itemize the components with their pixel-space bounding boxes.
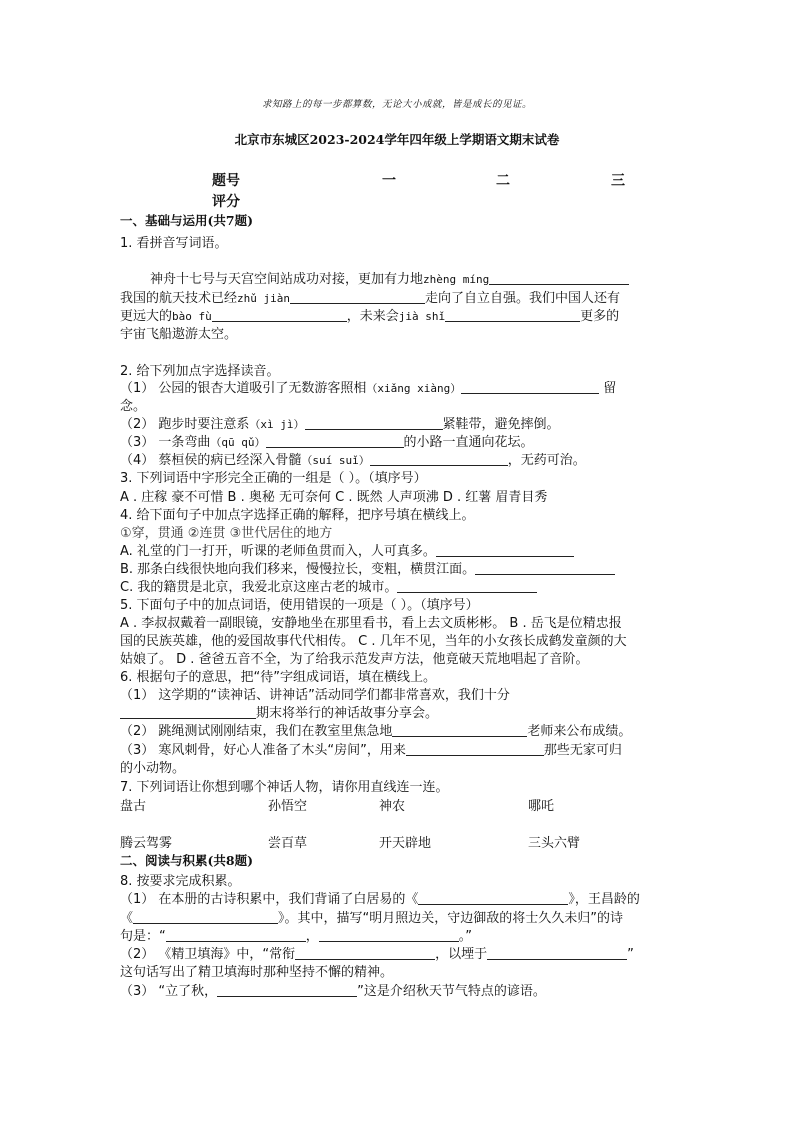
q7-bottom-item-4[interactable]: 三头六臂 <box>528 836 581 851</box>
q4-item-b: B. 那条白线很快地向我们移来，慢慢拉长，变粗，横贯江面。 <box>120 558 615 577</box>
q2-item-1-cont: 念。 <box>120 399 147 414</box>
q8-item-3: （3） “立了秋， ”这是介绍秋天节气特点的谚语。 <box>120 984 546 999</box>
section-1-heading: 一、基础与运用(共7题) <box>120 213 254 228</box>
q2-item-2: （2） 跑步时要注意系（xì jì） 紧鞋带，避免摔倒。 <box>120 417 560 432</box>
answer-blank[interactable] <box>436 542 574 557</box>
q2-item-4: （4） 蔡桓侯的病已经深入骨髓（suí suǐ） ，无药可治。 <box>120 453 586 468</box>
q7-top-item-1[interactable]: 盘古 <box>120 799 147 814</box>
q4-choices: ①穿，贯通 ②连贯 ③世代居住的地方 <box>120 526 333 541</box>
q8-item-1-cont: 《 》。其中，描写“明月照边关，守边御敌的将士久久未归”的诗 <box>120 911 623 926</box>
answer-blank[interactable] <box>418 890 568 905</box>
q1-line-1: 神舟十七号与天宫空间站成功对接，更加有力地zhèng míng <box>150 268 629 287</box>
q4-item-c: C. 我的籍贯是北京，我爱北京这座古老的城市。 <box>120 576 537 595</box>
q5-stem: 5. 下面句子中的加点词语，使用错误的一项是（ ）。（填序号） <box>120 598 479 613</box>
q3-stem: 3. 下列词语中字形完全正确的一组是（ ）。（填序号） <box>120 471 427 486</box>
score-table-col-1: 一 <box>382 173 396 189</box>
section-2-heading: 二、阅读与积累(共8题) <box>120 853 254 868</box>
q6-item-1-cont: 期末将举行的神话故事分享会。 <box>120 702 438 721</box>
q8-item-2-cont: 这句话写出了精卫填海时那种坚持不懈的精神。 <box>120 965 394 980</box>
answer-blank[interactable] <box>120 704 256 719</box>
q1-stem: 1. 看拼音写词语。 <box>120 236 228 251</box>
answer-blank[interactable] <box>266 433 404 448</box>
score-table-col-3: 三 <box>611 173 625 189</box>
q1-line-4: 宇宙飞船遨游太空。 <box>120 327 238 342</box>
answer-blank[interactable] <box>392 722 527 737</box>
q4-stem: 4. 给下面句子中加点字选择正确的解释，把序号填在横线上。 <box>120 508 475 523</box>
q1-line-3: 更远大的bào fù ，未来会jià shǐ 更多的 <box>120 309 620 324</box>
answer-blank[interactable] <box>475 560 615 575</box>
q8-stem: 8. 按要求完成积累。 <box>120 874 241 889</box>
answer-blank[interactable] <box>487 945 627 960</box>
answer-blank[interactable] <box>406 741 544 756</box>
answer-blank[interactable] <box>217 982 357 997</box>
q2-item-1: （1） 公园的银杏大道吸引了无数游客照相（xiǎng xiàng） 留 <box>120 381 617 396</box>
answer-blank[interactable] <box>133 909 278 924</box>
q4-item-a: A. 礼堂的门一打开，听课的老师鱼贯而入，人可真多。 <box>120 540 574 559</box>
answer-blank[interactable] <box>166 927 306 942</box>
answer-blank[interactable] <box>461 379 599 394</box>
q5-line-1: A . 李叔叔戴着一副眼镜，安静地坐在那里看书，看上去文质彬彬。 B . 岳飞是位精忠报 <box>120 616 622 631</box>
answer-blank[interactable] <box>489 270 629 285</box>
answer-blank[interactable] <box>212 307 347 322</box>
score-table-col-2: 二 <box>496 173 510 189</box>
q7-top-item-3[interactable]: 神农 <box>379 799 406 814</box>
q6-item-2: （2） 跳绳测试刚刚结束，我们在教室里焦急地 老师来公布成绩。 <box>120 724 632 739</box>
q6-item-1: （1） 这学期的“读神话、讲神话”活动同学们都非常喜欢，我们十分 <box>120 688 510 703</box>
header-motto: 求知路上的每一步都算数，无论大小成就，皆是成长的见证。 <box>261 99 532 110</box>
q3-options: A . 庄稼 豪不可惜 B . 奥秘 无可奈何 C . 既然 人声项沸 D . 红薯 眉青目秀 <box>120 490 548 505</box>
answer-blank[interactable] <box>305 415 443 430</box>
q8-item-1: （1） 在本册的古诗积累中，我们背诵了白居易的《 》，王昌龄的 <box>120 892 640 907</box>
q7-top-item-2[interactable]: 孙悟空 <box>268 799 308 814</box>
q6-item-3-cont: 的小动物。 <box>120 761 186 776</box>
q7-bottom-item-3[interactable]: 开天辟地 <box>379 836 432 851</box>
q6-item-3: （3） 寒风刺骨，好心人准备了木头“房间”，用来 那些无家可归 <box>120 743 622 758</box>
q2-item-3: （3） 一条弯曲（qū qǔ） 的小路一直通向花坛。 <box>120 435 534 450</box>
answer-blank[interactable] <box>445 307 580 322</box>
q5-line-2: 国的民族英雄，他的爱国故事代代相传。 C . 几年不见，当年的小女孩长成鹤发童颜的大 <box>120 634 627 649</box>
q7-stem: 7. 下列词语让你想到哪个神话人物，请你用直线连一连。 <box>120 780 449 795</box>
q5-line-3: 姑娘了。 D . 爸爸五音不全，为了给我示范发声方法，他竟破天荒地唱起了音阶。 <box>120 652 589 667</box>
q7-top-item-4[interactable]: 哪吒 <box>528 799 555 814</box>
score-table-row-label-number: 题号 <box>212 173 240 189</box>
q8-item-1-verse: 句是：“ ， 。” <box>120 929 473 944</box>
q7-bottom-item-1[interactable]: 腾云驾雾 <box>120 836 173 851</box>
q2-stem: 2. 给下列加点字选择读音。 <box>120 364 280 379</box>
q1-line-2: 我国的航天技术已经zhǔ jiàn 走向了自立自强。我们中国人还有 <box>120 291 621 306</box>
answer-blank[interactable] <box>290 289 425 304</box>
score-table-row-label-score: 评分 <box>212 194 240 210</box>
answer-blank[interactable] <box>295 945 435 960</box>
answer-blank[interactable] <box>397 578 537 593</box>
q6-stem: 6. 根据句子的意思，把“待”字组成词语，填在横线上。 <box>120 670 437 685</box>
answer-blank[interactable] <box>370 451 508 466</box>
exam-title: 北京市东城区2023-2024学年四年级上学期语文期末试卷 <box>234 132 560 147</box>
q8-item-2: （2） 《精卫填海》中，“常衔 ，以堙于 ” <box>120 947 634 962</box>
answer-blank[interactable] <box>319 927 459 942</box>
q7-bottom-item-2[interactable]: 尝百草 <box>268 836 308 851</box>
